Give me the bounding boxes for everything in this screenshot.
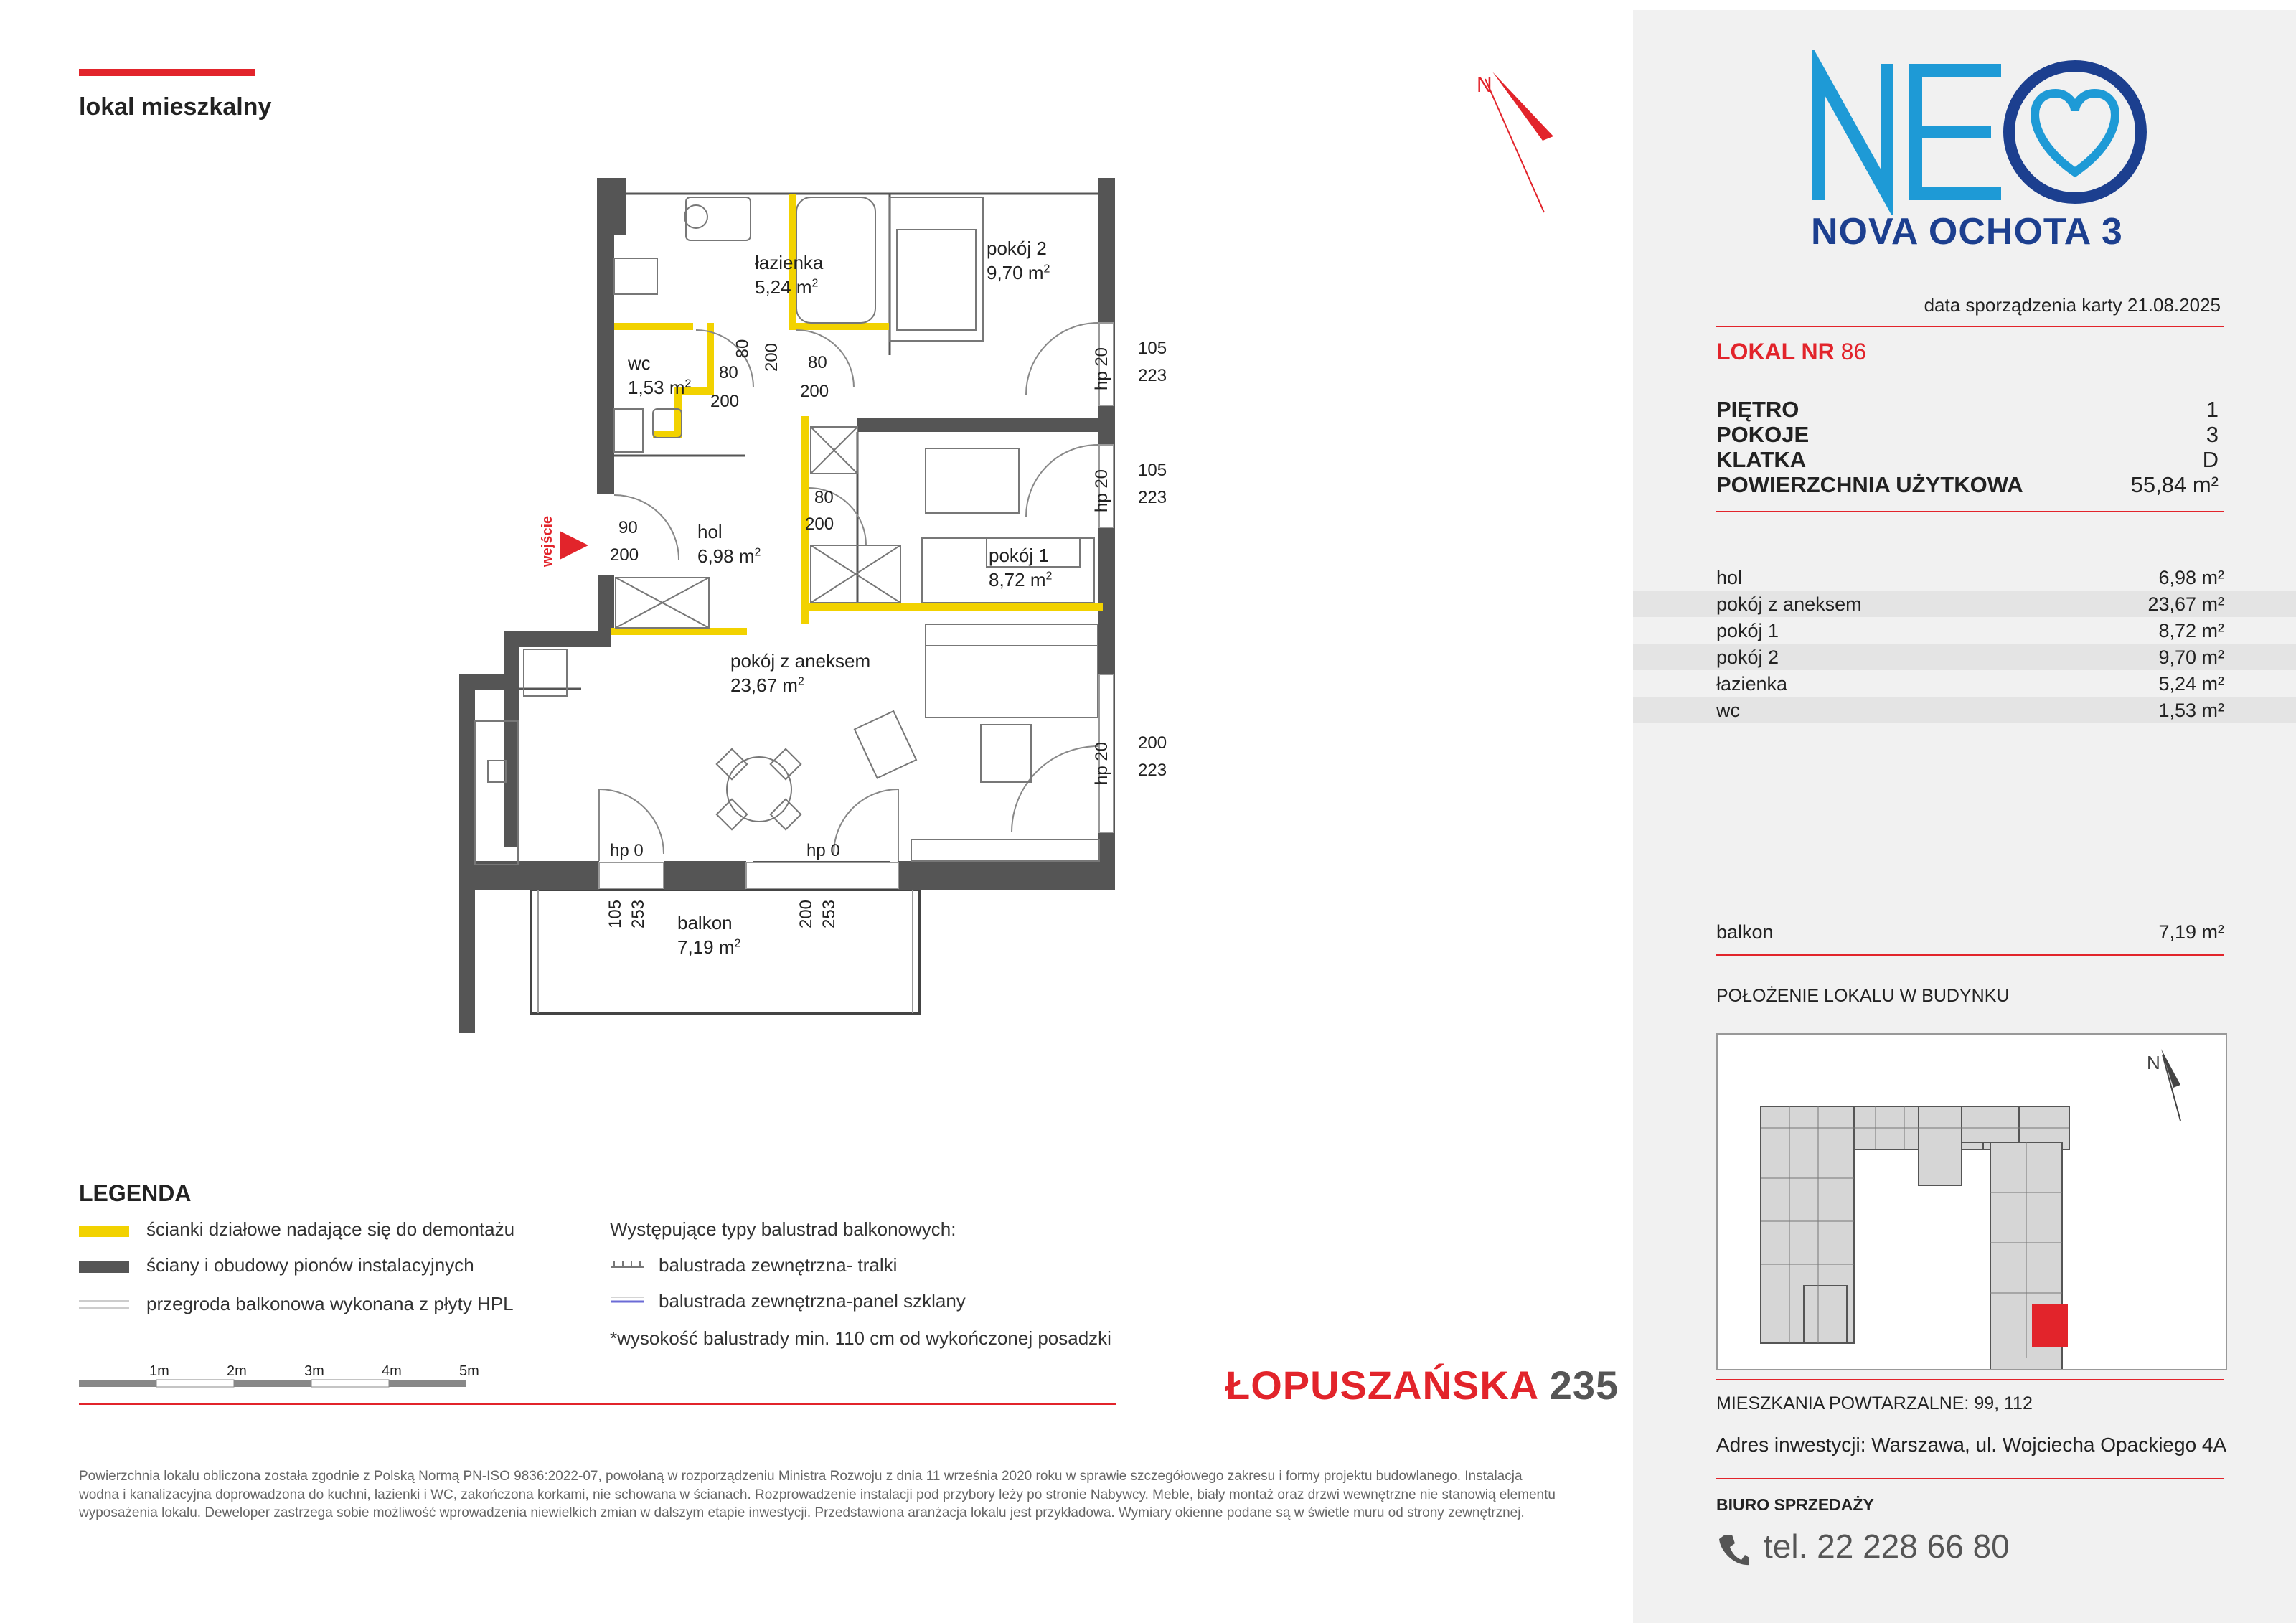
legend-item-demountable: ścianki działowe nadające się do demontażu xyxy=(146,1218,515,1240)
scale-3m: 3m xyxy=(304,1363,324,1379)
area-row-balkon: balkon 7,19 m² xyxy=(1716,921,2224,943)
area-row-wc: wc 1,53 m² xyxy=(1716,700,2224,721)
dim-window1-height: 223 xyxy=(1138,366,1167,385)
legend-title: LEGENDA xyxy=(79,1180,192,1206)
accent-bar xyxy=(79,69,255,76)
dim-window2-height: 223 xyxy=(1138,488,1167,507)
dim-door-bath-height: 200 xyxy=(762,342,782,372)
sales-phone[interactable]: tel. 22 228 66 80 xyxy=(1764,1528,2010,1565)
info-key-rooms: POKOJE xyxy=(1716,422,1810,447)
dim-door-room2-width: 80 xyxy=(808,353,827,372)
rail-balusters-icon xyxy=(610,1257,646,1271)
building-map-drawing xyxy=(1718,1035,2226,1369)
footnote: Powierzchnia lokalu obliczona została zgodnie z Polską Normą PN-ISO 9836:2022-07, powołaną w rozporządzeniu Ministra Rozwoju z dnia 11 września 2020 roku w sprawie szczegółowego zakresu i formy projektu budowlanego. Instalacja wodna i kanalizacyjna doprowadzona do kuchni, łazienki i WC, zakończona korkami, nie schowana w ścianach. Rozprowadzenie instalacji pod przybory leży po stronie Nabywcy. Meble, biały montaż oraz drzwi wewnętrzne nie stanowią elementu wyposażenia lokalu. Deweloper zastrzega sobie możliwość wprowadzenia niewielkich zmian w dalszym etapie inwestycji. Przedstawiona aranżacja lokalu jest przykładowa. Wymiary okienne podane są w świetle muru od strony zewnętrznej. xyxy=(79,1469,1556,1521)
scale-bar xyxy=(79,1360,481,1396)
dim-balcony-door2-sill: hp 0 xyxy=(806,841,840,860)
scale-1m: 1m xyxy=(149,1363,169,1379)
investment-address: Adres inwestycji: Warszawa, ul. Wojciecha Opackiego 4A xyxy=(1716,1434,2227,1456)
legend-rail-note: *wysokość balustrady min. 110 cm od wykończonej posadzki xyxy=(610,1327,1111,1349)
building-map xyxy=(1716,1033,2227,1370)
project-name: NOVA OCHOTA 3 xyxy=(1811,211,2123,253)
dim-entry-width: 90 xyxy=(618,518,638,537)
dim-balcony-door2-width: 200 xyxy=(796,899,817,929)
dim-window2-sill: hp 20 xyxy=(1092,469,1112,513)
neo-logo xyxy=(1808,50,2152,215)
phone-icon xyxy=(1718,1532,1751,1568)
info-val-staircase: D xyxy=(2202,447,2219,472)
rule-5 xyxy=(1716,1478,2224,1479)
info-val-floor: 1 xyxy=(2206,397,2219,422)
scale-5m: 5m xyxy=(459,1363,479,1379)
room-aneks: pokój z aneksem 23,67 $m^2$ xyxy=(730,650,871,696)
rule-4 xyxy=(1716,1379,2224,1380)
info-val-rooms: 3 xyxy=(2206,422,2219,447)
area-row-hol: hol 6,98 m² xyxy=(1716,567,2224,588)
dim-balcony-door1-height: 253 xyxy=(629,899,649,929)
area-row-pokoj2: pokój 2 9,70 m² xyxy=(1716,646,2224,668)
entrance-arrow-icon xyxy=(560,531,588,560)
legend-rail-balusters: balustrada zewnętrzna- tralki xyxy=(659,1254,898,1276)
repeat-units: MIESZKANIA POWTARZALNE: 99, 112 xyxy=(1716,1393,2033,1413)
info-val-area: 55,84 m² xyxy=(2130,472,2219,497)
room-lazienka: łazienka 5,24 $m^2$ xyxy=(755,252,824,298)
legend-swatch-demountable xyxy=(79,1226,129,1237)
north-arrow-icon xyxy=(1464,65,1564,222)
scale-2m: 2m xyxy=(227,1363,247,1379)
dim-door-bath-width: 80 xyxy=(733,339,753,359)
dim-door-room1-width: 80 xyxy=(814,488,834,507)
unit-location-marker xyxy=(2032,1304,2068,1347)
room-pokoj2: pokój 2 9,70 $m^2$ xyxy=(987,237,1050,283)
dim-entry-height: 200 xyxy=(610,545,639,565)
dim-balcony-door1-sill: hp 0 xyxy=(610,841,644,860)
room-wc: wc 1,53 $m^2$ xyxy=(628,352,692,398)
scale-4m: 4m xyxy=(382,1363,402,1379)
legend-swatch-hpl xyxy=(79,1300,129,1309)
area-row-lazienka: łazienka 5,24 m² xyxy=(1716,673,2224,695)
dim-door-wc-width: 80 xyxy=(719,363,738,382)
rule-1 xyxy=(1716,326,2224,327)
legend-rail-title: Występujące typy balustrad balkonowych: xyxy=(610,1218,956,1240)
dim-door-wc-height: 200 xyxy=(710,392,740,411)
sales-title: BIURO SPRZEDAŻY xyxy=(1716,1495,1874,1514)
info-key-staircase: KLATKA xyxy=(1716,447,1807,472)
info-key-area: POWIERZCHNIA UŻYTKOWA xyxy=(1716,472,2023,497)
dim-balcony-door1-width: 105 xyxy=(606,899,626,929)
unit-type-label: lokal mieszkalny xyxy=(79,93,272,121)
dim-window3-height: 223 xyxy=(1138,761,1167,780)
lokal-number: LOKAL NR 86 xyxy=(1716,339,1867,364)
area-row-aneks: pokój z aneksem 23,67 m² xyxy=(1716,593,2224,615)
dim-balcony-door2-height: 253 xyxy=(819,899,839,929)
room-pokoj1: pokój 1 8,72 $m^2$ xyxy=(989,545,1053,591)
dim-door-room2-height: 200 xyxy=(800,382,829,401)
rule-2 xyxy=(1716,511,2224,512)
north-label: N xyxy=(1477,73,1492,97)
legend-item-structural: ściany i obudowy pionów instalacyjnych xyxy=(146,1254,474,1276)
area-row-pokoj1: pokój 1 8,72 m² xyxy=(1716,620,2224,641)
dim-door-room1-height: 200 xyxy=(805,514,834,534)
room-hol: hol 6,98 $m^2$ xyxy=(697,521,761,567)
legend-item-hpl: przegroda balkonowa wykonana z płyty HPL xyxy=(146,1293,514,1314)
dim-window3-sill: hp 20 xyxy=(1092,741,1112,786)
room-balkon: balkon 7,19 $m^2$ xyxy=(677,912,741,958)
rail-glass-icon xyxy=(610,1293,646,1307)
legend-rail-glass: balustrada zewnętrzna-panel szklany xyxy=(659,1290,966,1312)
dim-window2-width: 105 xyxy=(1138,461,1167,480)
dim-window1-width: 105 xyxy=(1138,339,1167,358)
map-north-label: N xyxy=(2147,1052,2160,1073)
dim-window3-width: 200 xyxy=(1138,733,1167,753)
info-key-floor: PIĘTRO xyxy=(1716,397,1799,422)
street-address: ŁOPUSZAŃSKA 235 xyxy=(1225,1363,1619,1408)
location-title: POŁOŻENIE LOKALU W BUDYNKU xyxy=(1716,986,2010,1006)
card-date: data sporządzenia karty 21.08.2025 xyxy=(1924,294,2221,316)
rule-3 xyxy=(1716,954,2224,956)
entrance-label: wejście xyxy=(540,515,555,567)
dim-window1-sill: hp 20 xyxy=(1092,347,1112,391)
legend-swatch-structural xyxy=(79,1261,129,1273)
footer-rule xyxy=(79,1403,1116,1405)
